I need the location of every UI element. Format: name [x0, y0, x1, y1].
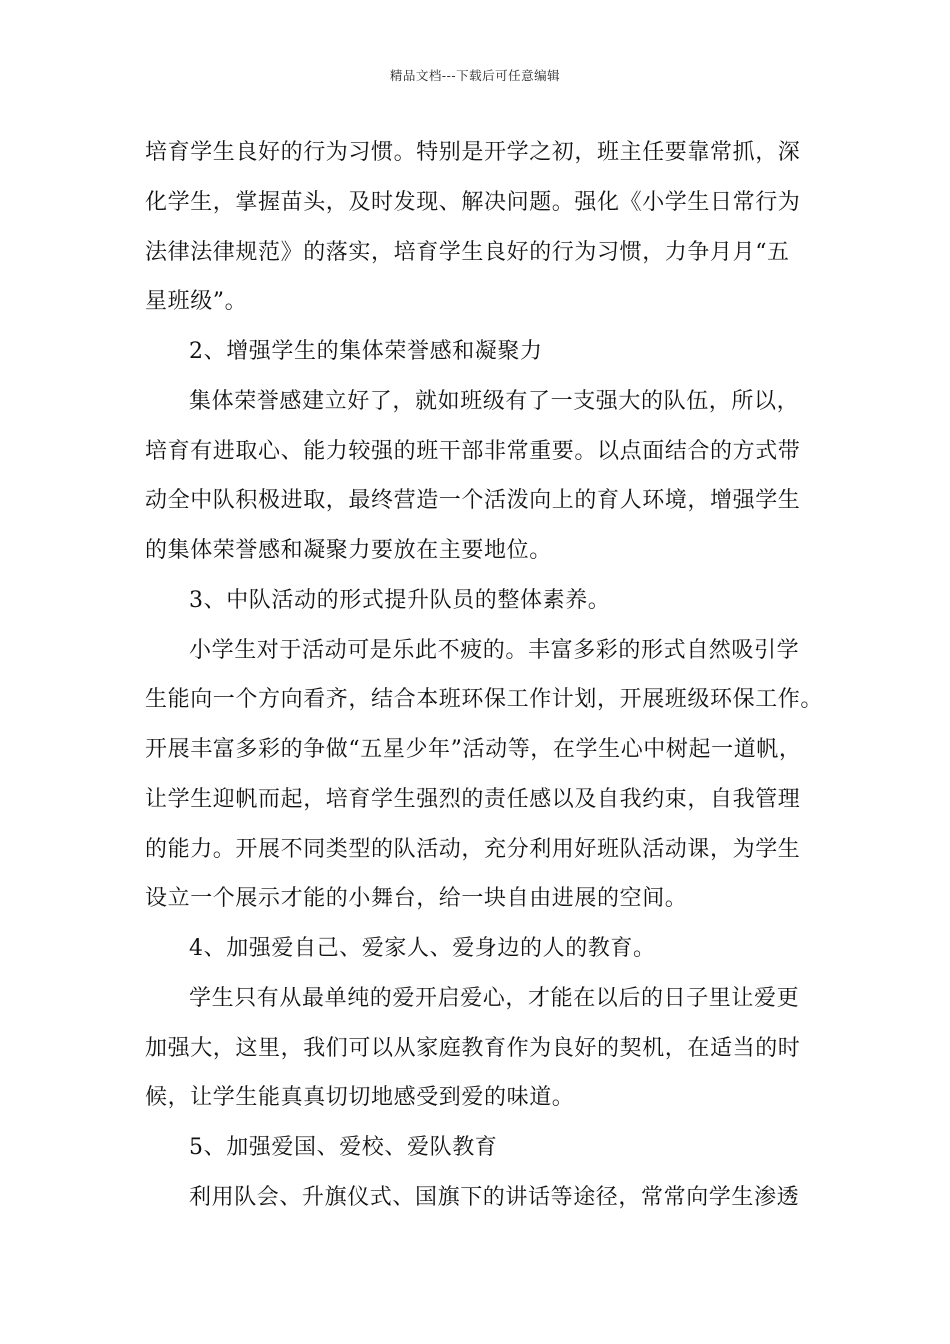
page-header: 精品文档---下载后可任意编辑 — [389, 68, 561, 83]
paragraph-line: 培育有进取心、能力较强的班干部非常重要。以点面结合的方式带 — [145, 438, 801, 464]
section-heading: 3、中队活动的形式提升队员的整体素养。 — [189, 587, 611, 613]
paragraph-line: 化学生，掌握苗头，及时发现、解决问题。强化《小学生日常行为 — [145, 189, 801, 215]
paragraph-line: 加强大，这里，我们可以从家庭教育作为良好的契机，在适当的时 — [145, 1035, 801, 1061]
paragraph-line: 生能向一个方向看齐，结合本班环保工作计划，开展班级环保工作。 — [145, 687, 824, 713]
paragraph-line: 让学生迎帆而起，培育学生强烈的责任感以及自我约束，自我管理 — [145, 786, 801, 812]
paragraph-line: 开展丰富多彩的争做“五星少年”活动等，在学生心中树起一道帆， — [145, 737, 802, 762]
paragraph-line: 设立一个展示才能的小舞台，给一块自由进展的空间。 — [145, 886, 688, 912]
paragraph-line: 学生只有从最单纯的爱开启爱心，才能在以后的日子里让爱更 — [189, 985, 800, 1011]
paragraph-line: 小学生对于活动可是乐此不疲的。丰富多彩的形式自然吸引学 — [189, 637, 800, 663]
section-heading: 5、加强爱国、爱校、爱队教育 — [189, 1135, 498, 1160]
paragraph-line: 的能力。开展不同类型的队活动，充分利用好班队活动课，为学生 — [145, 836, 801, 862]
paragraph-line: 培育学生良好的行为习惯。特别是开学之初，班主任要靠常抓，深 — [145, 140, 801, 165]
paragraph-line: 星班级”。 — [145, 289, 248, 315]
paragraph-line: 动全中队积极进取，最终营造一个活泼向上的育人环境，增强学生 — [145, 488, 801, 514]
paragraph-line: 利用队会、升旗仪式、国旗下的讲话等途径，常常向学生渗透 — [189, 1184, 800, 1210]
paragraph-line: 集体荣誉感建立好了，就如班级有了一支强大的队伍，所以， — [189, 388, 800, 414]
section-heading: 4、加强爱自己、爱家人、爱身边的人的教育。 — [189, 936, 656, 961]
section-heading: 2、增强学生的集体荣誉感和凝聚力 — [189, 339, 543, 364]
paragraph-line: 法律法律规范》的落实，培育学生良好的行为习惯，力争月月“五 — [145, 239, 790, 265]
document-body — [145, 128, 824, 1223]
paragraph-line: 候，让学生能真真切切地感受到爱的味道。 — [145, 1085, 575, 1111]
paragraph-line: 的集体荣誉感和凝聚力要放在主要地位。 — [145, 538, 552, 563]
